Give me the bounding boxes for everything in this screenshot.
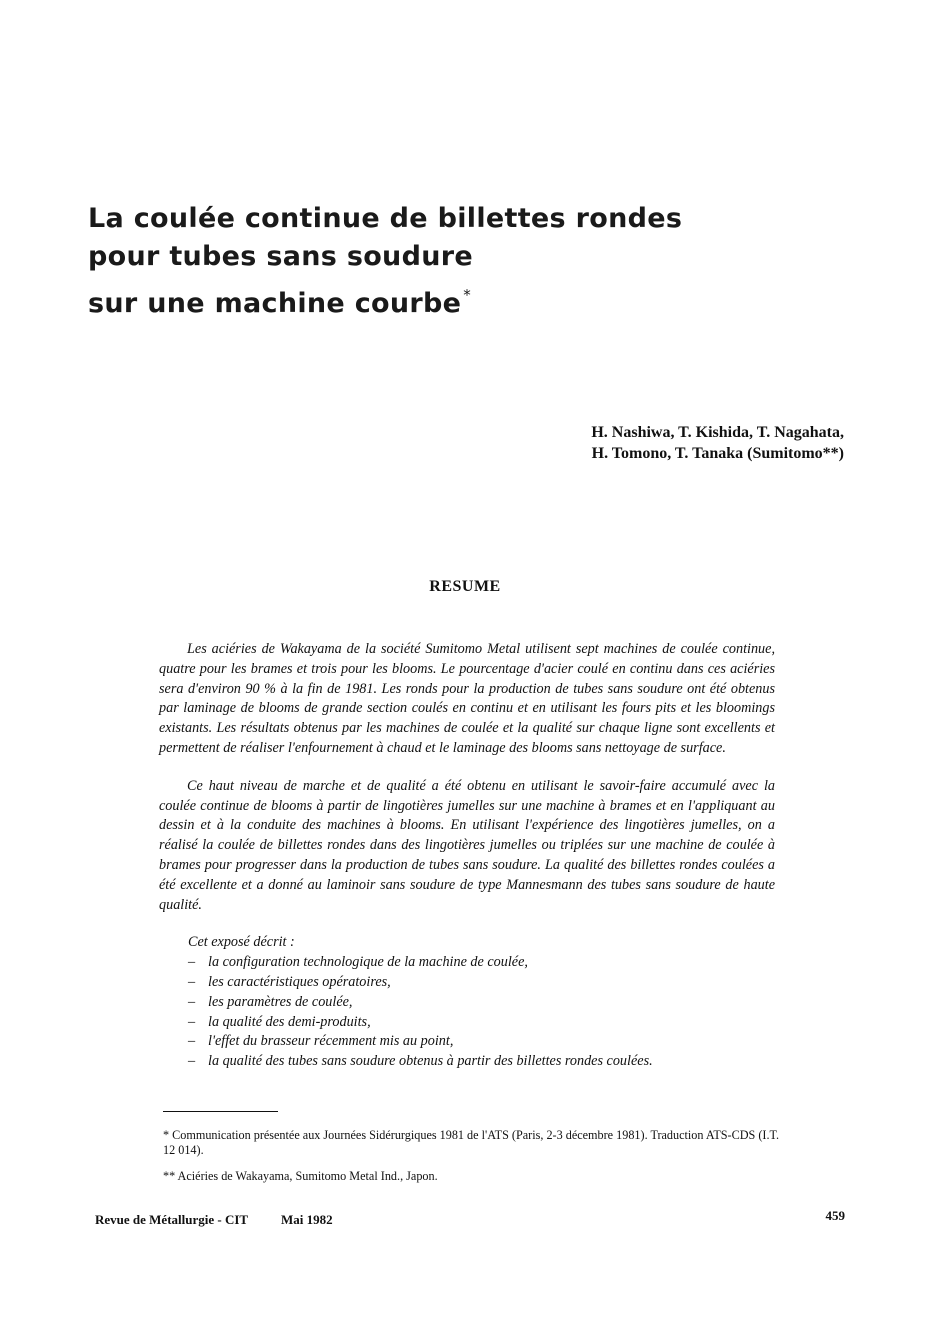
- title-line-3-text: sur une machine courbe: [88, 288, 462, 319]
- list-item: [188, 953, 775, 973]
- author-line-1: H. Nashiwa, T. Kishida, T. Nagahata,: [591, 424, 844, 441]
- author-line-2: H. Tomono, T. Tanaka (Sumitomo**): [591, 445, 844, 462]
- title-line-3: [88, 276, 728, 323]
- author-block: [591, 422, 844, 464]
- list-dash: –: [188, 1033, 196, 1050]
- list-item-text: la qualité des demi-produits,: [208, 1013, 371, 1030]
- issue-date: Mai 1982: [281, 1212, 333, 1227]
- list-dash: –: [188, 1053, 196, 1070]
- list-item: [188, 1032, 775, 1052]
- page-footer: [95, 1208, 845, 1231]
- title-footnote-marker: *: [463, 286, 472, 304]
- journal-name: Revue de Métallurgie - CIT: [95, 1212, 249, 1227]
- footnote-2: ** Aciéries de Wakayama, Sumitomo Metal Ind., Japon.: [163, 1169, 438, 1183]
- list-item: [188, 1013, 775, 1033]
- list-item-text: les caractéristiques opératoires,: [208, 973, 391, 990]
- list-item: [188, 973, 775, 993]
- list-item-text: les paramètres de coulée,: [208, 993, 353, 1010]
- abstract-body: [159, 640, 775, 1072]
- list-item-text: la qualité des tubes sans soudure obtenus à partir des billettes rondes coulées.: [208, 1053, 653, 1070]
- list-dash: –: [188, 954, 196, 971]
- list-item: [188, 1052, 775, 1072]
- abstract-paragraph-1: Les aciéries de Wakayama de la société Sumitomo Metal utilisent sept machines de coulée continue, quatre pour les brames et trois pour les blooms. Le pourcentage d'acier coulé en continu dans ces aciéries sera d'environ 90 % à la fin de 1981. Les ronds pour la production de tubes sans soudure ont été obtenus par laminage de blooms de grande section coulés en continu et en utilisant les fours pits et les bloomings existants. Les résultats obtenus par les machines de coulée et la qualité sur chaque ligne sont excellents et permettent de réaliser l'enfournement à chaud et le laminage des blooms sans nettoyage de surface.: [159, 641, 775, 756]
- footnotes: [163, 1128, 783, 1195]
- page-number: 459: [825, 1208, 845, 1223]
- abstract-paragraph-2: Ce haut niveau de marche et de qualité a été obtenu en utilisant le savoir-faire accumulé avec la coulée continue de blooms à partir de lingotières jumelles sur une machine à brames et en l'appliquant au dessin et à la conduite des machines à blooms. En utilisant l'expérience des lingotières jumelles, on a réalisé la coulée de billettes rondes dans des lingotières jumelles ou triplées sur une machine de coulée à brames pour progresser dans la production de tubes sans soudure. La qualité des billettes rondes coulées a été excellente et a donné au laminoir sans soudure de type Mannesmann des tubes sans soudure de haute qualité.: [159, 777, 775, 913]
- list-intro: Cet exposé décrit :: [188, 934, 295, 951]
- footnote-1: * Communication présentée aux Journées Sidérurgiques 1981 de l'ATS (Paris, 2-3 décembre 1981). Traduction ATS-CDS (I.T. 12 014).: [163, 1128, 780, 1157]
- article-title: [88, 200, 728, 323]
- list-dash: –: [188, 973, 196, 990]
- resume-heading: RESUME: [429, 578, 501, 595]
- list-dash: –: [188, 993, 196, 1010]
- title-line-2: pour tubes sans soudure: [88, 241, 473, 272]
- title-line-1: La coulée continue de billettes rondes: [88, 203, 683, 234]
- list-dash: –: [188, 1013, 196, 1030]
- list-item-text: l'effet du brasseur récemment mis au point,: [208, 1033, 454, 1050]
- list-item: [188, 993, 775, 1013]
- topics-list: [159, 953, 775, 1072]
- list-item-text: la configuration technologique de la machine de coulée,: [208, 954, 528, 971]
- footnote-divider: [163, 1111, 278, 1112]
